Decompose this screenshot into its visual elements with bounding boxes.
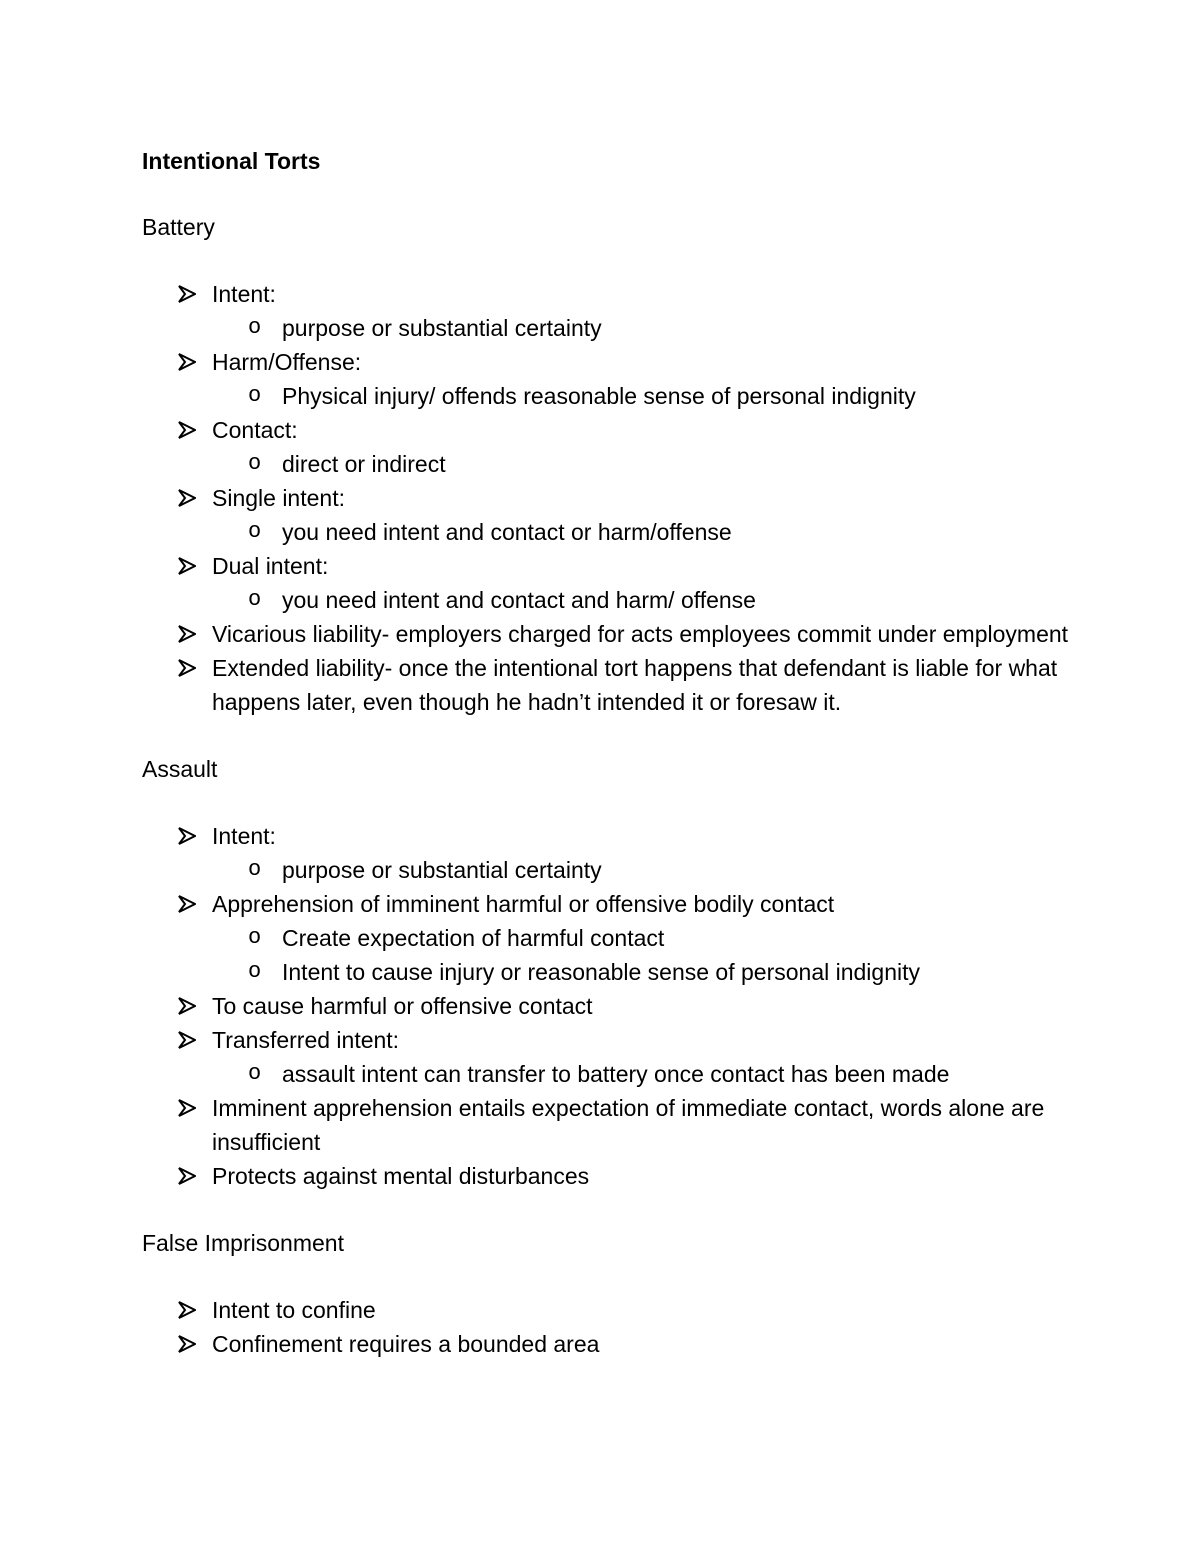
sub-list-item <box>212 1057 1080 1091</box>
hollow-circle-bullet-icon: o <box>248 383 262 408</box>
arrowhead-bullet-icon <box>178 481 198 515</box>
arrowhead-bullet-icon <box>178 1327 198 1361</box>
arrowhead-bullet-icon <box>178 989 198 1023</box>
list-item-text: Apprehension of imminent harmful or offensive bodily contact <box>212 891 835 917</box>
list-item-text: Harm/Offense: <box>212 349 362 375</box>
hollow-circle-bullet-icon: o <box>248 1061 262 1086</box>
list-item <box>142 1023 1080 1091</box>
list-item-text: Transferred intent: <box>212 1027 400 1053</box>
sub-list-item <box>212 921 1080 955</box>
arrowhead-bullet-icon <box>178 277 198 311</box>
list-item-text: Intent to confine <box>212 1297 376 1323</box>
sub-bullet-list <box>212 1057 1080 1091</box>
sub-list-item-text: Intent to cause injury or reasonable sense of personal indignity <box>282 959 921 985</box>
sub-list-item-text: purpose or substantial certainty <box>282 315 602 341</box>
hollow-circle-bullet-icon: o <box>248 451 262 476</box>
sub-list-item <box>212 311 1080 345</box>
arrowhead-bullet-icon <box>178 413 198 447</box>
bullet-list <box>142 1293 1080 1361</box>
list-item-text: Vicarious liability- employers charged for acts employees commit under employment <box>212 621 1069 647</box>
sub-list-item-text: Create expectation of harmful contact <box>282 925 665 951</box>
list-item-text: Intent: <box>212 281 276 307</box>
section-heading: False Imprisonment <box>142 1230 344 1256</box>
list-item <box>142 887 1080 989</box>
hollow-circle-bullet-icon: o <box>248 925 262 950</box>
arrowhead-bullet-icon <box>178 345 198 379</box>
sub-list-item-text: Physical injury/ offends reasonable sense of personal indignity <box>282 383 916 409</box>
section-heading: Battery <box>142 214 215 240</box>
sub-list-item-text: assault intent can transfer to battery once contact has been made <box>282 1061 950 1087</box>
list-item-text: Contact: <box>212 417 298 443</box>
list-item <box>142 989 1080 1023</box>
bullet-list <box>142 277 1080 719</box>
hollow-circle-bullet-icon: o <box>248 519 262 544</box>
list-item-text: To cause harmful or offensive contact <box>212 993 593 1019</box>
list-item <box>142 413 1080 481</box>
arrowhead-bullet-icon <box>178 1023 198 1057</box>
sub-list-item <box>212 583 1080 617</box>
list-item <box>142 345 1080 413</box>
sub-bullet-list <box>212 921 1080 989</box>
section <box>142 752 1080 1193</box>
list-item <box>142 1293 1080 1327</box>
list-item <box>142 481 1080 549</box>
bullet-list <box>142 819 1080 1193</box>
list-item <box>142 1327 1080 1361</box>
arrowhead-bullet-icon <box>178 887 198 921</box>
arrowhead-bullet-icon <box>178 651 198 685</box>
list-item <box>142 549 1080 617</box>
sub-list-item-text: you need intent and contact and harm/ offense <box>282 587 756 613</box>
hollow-circle-bullet-icon: o <box>248 315 262 340</box>
list-item-text: Protects against mental disturbances <box>212 1163 590 1189</box>
hollow-circle-bullet-icon: o <box>248 959 262 984</box>
list-item <box>142 1091 1080 1159</box>
sub-list-item <box>212 853 1080 887</box>
arrowhead-bullet-icon <box>178 1159 198 1193</box>
section <box>142 1226 1080 1361</box>
sub-list-item-text: you need intent and contact or harm/offense <box>282 519 732 545</box>
sub-bullet-list <box>212 515 1080 549</box>
hollow-circle-bullet-icon: o <box>248 857 262 882</box>
list-item-text: Extended liability- once the intentional tort happens that defendant is liable for what happens later, even though he hadn’t intended it or foresaw it. <box>212 655 1058 715</box>
sub-bullet-list <box>212 583 1080 617</box>
sub-list-item <box>212 379 1080 413</box>
arrowhead-bullet-icon <box>178 549 198 583</box>
list-item-text: Intent: <box>212 823 276 849</box>
sub-bullet-list <box>212 379 1080 413</box>
list-item <box>142 651 1080 719</box>
list-item <box>142 277 1080 345</box>
arrowhead-bullet-icon <box>178 1293 198 1327</box>
list-item-text: Imminent apprehension entails expectation of immediate contact, words alone are insufficient <box>212 1095 1045 1155</box>
sub-list-item <box>212 447 1080 481</box>
list-item <box>142 819 1080 887</box>
sub-list-item <box>212 515 1080 549</box>
sub-list-item-text: direct or indirect <box>282 451 446 477</box>
list-item-text: Dual intent: <box>212 553 329 579</box>
document-title: Intentional Torts <box>142 148 321 174</box>
sub-bullet-list <box>212 853 1080 887</box>
sub-list-item-text: purpose or substantial certainty <box>282 857 602 883</box>
section <box>142 210 1080 719</box>
arrowhead-bullet-icon <box>178 819 198 853</box>
hollow-circle-bullet-icon: o <box>248 587 262 612</box>
list-item <box>142 1159 1080 1193</box>
list-item-text: Single intent: <box>212 485 345 511</box>
sub-list-item <box>212 955 1080 989</box>
list-item <box>142 617 1080 651</box>
document-body <box>142 210 1080 1361</box>
arrowhead-bullet-icon <box>178 1091 198 1125</box>
list-item-text: Confinement requires a bounded area <box>212 1331 600 1357</box>
sub-bullet-list <box>212 447 1080 481</box>
sub-bullet-list <box>212 311 1080 345</box>
arrowhead-bullet-icon <box>178 617 198 651</box>
section-heading: Assault <box>142 756 218 782</box>
